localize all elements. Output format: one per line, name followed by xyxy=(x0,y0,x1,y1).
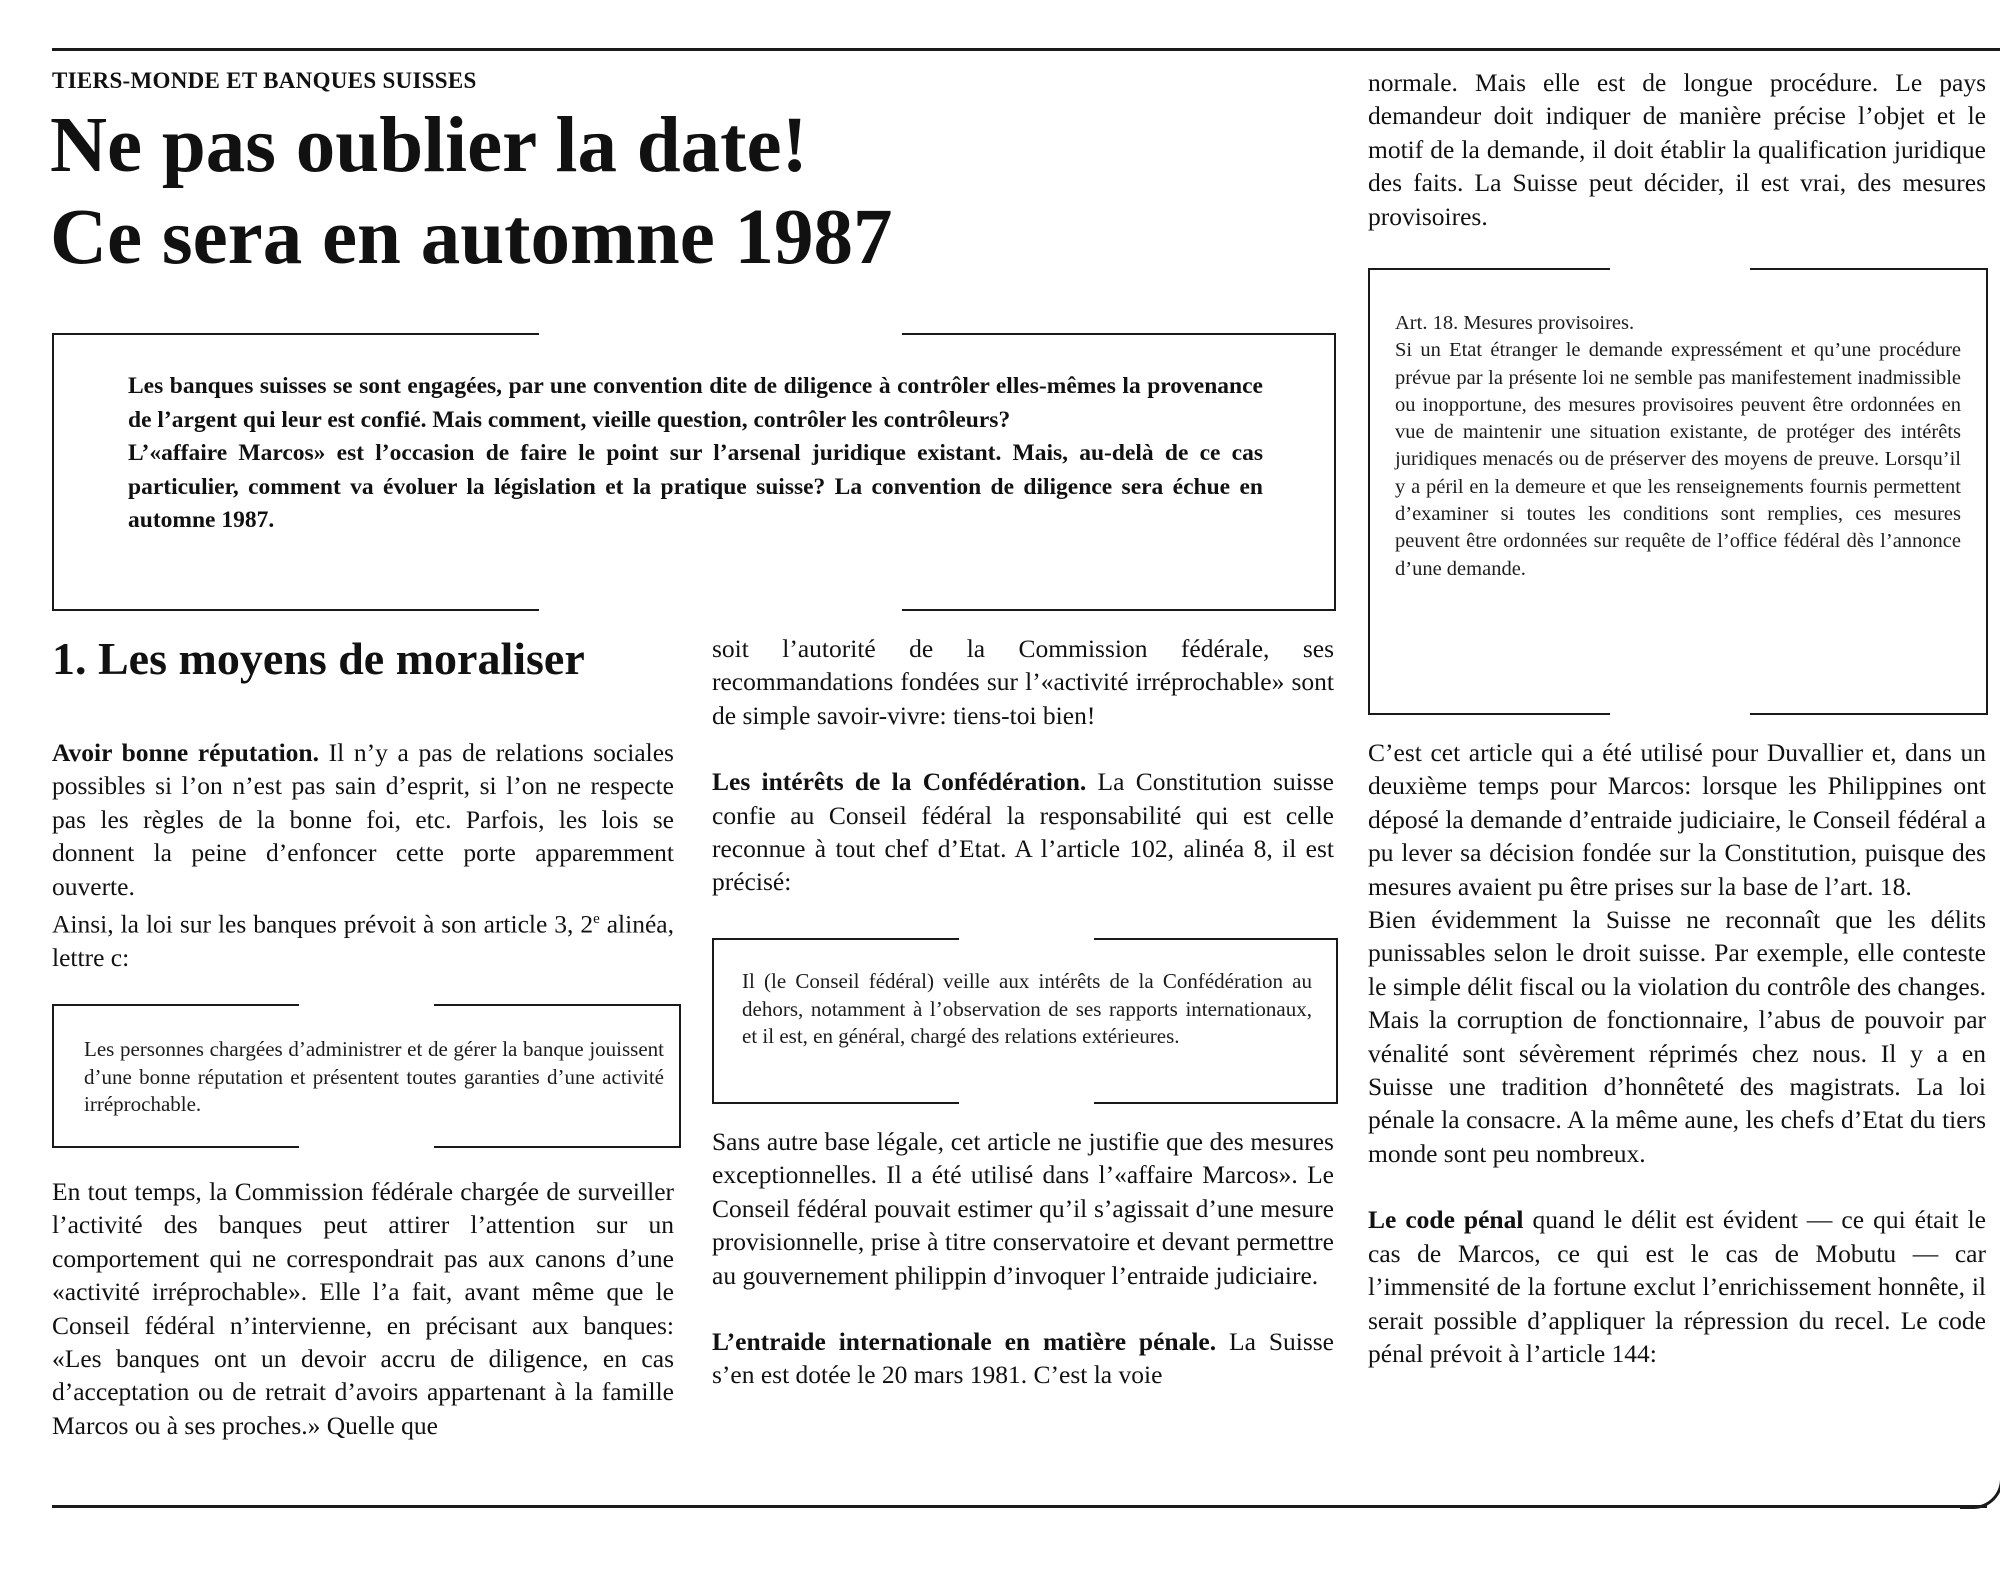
quote-article-18-title: Art. 18. Mesures provisoires. xyxy=(1395,312,1635,334)
col3-paragraph-3: Bien évidemment la Suisse ne reconnaît que les délits punissables selon le droit suisse. Par exemple, elle conteste le simple délit fiscal ou la violation du contrôle des changes. Mais la corruption de fonctionnaire, l’abus de pouvoir par vénalité sont sévèrement réprimés chez nous. Il y a en Suisse une tradition d’honnêteté des magistrats. La loi pénale la consacre. A la même aune, les chefs d’Etat du tiers monde sont peu nombreux. xyxy=(1368,905,1986,1168)
col3-lead: Le code pénal xyxy=(1368,1205,1524,1235)
column-3-bottom xyxy=(1368,736,1986,1370)
headline-line-1: Ne pas oublier la date! xyxy=(50,102,808,189)
col1-paragraph-1 xyxy=(52,736,674,903)
intro-text xyxy=(128,370,1263,538)
col1-lead: Avoir bonne réputation. xyxy=(52,738,319,767)
col2-lead-2: L’entraide internationale en matière pénale. xyxy=(712,1327,1217,1357)
quote-article-18-body: Si un Etat étranger le demande expressément et qu’une procédure prévue par la présente loi ne semble pas manifestement inadmissible ou inopportune, des mesures provisoires peuvent être ordonnées en vue de maintenir une situation existante, de protéger des intérêts juridiques menacés ou de préserver des moyens de preuve. Lorsqu’il y a péril en la demeure et que les renseignements fournis permettent d’examiner si toutes les conditions sont remplies, ces mesures peuvent être ordonnées sur requête de l’office fédéral dès l’annonce d’une demande. xyxy=(1395,339,1961,580)
col2-lead-1: Les intérêts de la Confédération. xyxy=(712,767,1087,797)
col3-paragraph-2: C’est cet article qui a été utilisé pour Duvallier et, dans un deuxième temps pour Marcos: lorsque les Philippines ont déposé la demande d’entraide judiciaire, le Conseil fédéral a pu lever sa décision fondée sur la Constitution, puisque des mesures avaient pu être prises sur la base de l’art. 18. xyxy=(1368,738,1986,901)
kicker: TIERS-MONDE ET BANQUES SUISSES xyxy=(52,68,477,93)
section-title: 1. Les moyens de moraliser xyxy=(52,633,585,684)
column-1-bottom xyxy=(52,1175,674,1442)
headline-line-2: Ce sera en automne 1987 xyxy=(50,194,893,281)
intro-paragraph-1: Les banques suisses se sont engagées, par une convention dite de diligence à contrôler elles-mêmes la provenance de l’argent qui leur est confié. Mais comment, vieille question, contrôler les contrôleurs? xyxy=(128,373,1263,433)
col2-paragraph-3: Sans autre base légale, cet article ne justifie que des mesures exceptionnelles. Il a été utilisé dans l’«affaire Marcos». Le Conseil fédéral pouvait estimer qu’il s’agissait d’une mesure provisionnelle, prise à titre conservatoire et devant permettre au gouvernement philippin d’invoquer l’entraide judiciaire. xyxy=(712,1127,1334,1290)
col1-paragraph-1-text: Il n’y a pas de relations sociales possibles si l’on n’est pas sain d’esprit, si l’on ne respecte pas les règles de la bonne foi, etc. Parfois, les lois se donnent la peine d’enfoncer cette porte apparemment ouverte. xyxy=(52,738,674,901)
quote-banking-law: Les personnes chargées d’administrer et de gérer la banque jouissent d’une bonne réputation et présentent toutes garanties d’une activité irréprochable. xyxy=(84,1037,664,1116)
column-2-bottom xyxy=(712,1125,1334,1392)
quote-box-article-18 xyxy=(1368,268,1988,715)
col3-paragraph-4 xyxy=(1368,1203,1986,1370)
col3-paragraph-4-text: quand le délit est évident — ce qui était le cas de Marcos, ce qui est le cas de Mobutu — car l’immensité de la fortune exclut l’enrichissement honnête, il serait possible d’appliquer la répression du recel. Le code pénal prévoit à l’article 144: xyxy=(1368,1205,1986,1368)
bottom-rule-curl xyxy=(1960,1478,2000,1509)
col2-paragraph-1: soit l’autorité de la Commission fédérale, ses recommandations fondées sur l’«activité irréprochable» sont de simple savoir-vivre: tiens-toi bien! xyxy=(712,634,1334,730)
headline xyxy=(50,100,893,284)
col2-paragraph-4 xyxy=(712,1325,1334,1392)
col2-paragraph-4-text: La Suisse s’en est dotée le 20 mars 1981. C’est la voie xyxy=(712,1327,1334,1390)
col1-paragraph-2 xyxy=(52,903,674,974)
col2-paragraph-2 xyxy=(712,765,1334,899)
quote-box-banking-law xyxy=(52,1004,681,1148)
col1-paragraph-2-b: alinéa, lettre c: xyxy=(52,909,674,972)
quote-constitution: Il (le Conseil fédéral) veille aux intérêts de la Confédération au dehors, notamment à l’observation de ses rapports internationaux, et il est, en général, chargé des relations extérieures. xyxy=(742,969,1312,1048)
col3-paragraph-1: normale. Mais elle est de longue procédure. Le pays demandeur doit indiquer de manière précise l’objet et le motif de la demande, il doit établir la qualification juridique des faits. La Suisse peut décider, il est vrai, des mesures provisoires. xyxy=(1368,68,1986,231)
col1-superscript: e xyxy=(593,911,600,928)
quote-box-constitution xyxy=(712,938,1338,1104)
bottom-rule xyxy=(52,1505,1987,1508)
intro-box xyxy=(52,333,1336,611)
top-rule xyxy=(52,48,2000,51)
intro-paragraph-2: L’«affaire Marcos» est l’occasion de faire le point sur l’arsenal juridique existant. Mais, au-delà de ce cas particulier, comment va évoluer la législation et la pratique suisse? La convention de diligence sera échue en automne 1987. xyxy=(128,440,1263,533)
quote-article-18 xyxy=(1395,310,1961,583)
col1-paragraph-2-a: Ainsi, la loi sur les banques prévoit à son article 3, 2 xyxy=(52,909,594,939)
column-2-top xyxy=(712,632,1334,899)
col2-paragraph-2-text: La Constitution suisse confie au Conseil fédéral la responsabilité qui est celle reconnue à tout chef d’Etat. A l’article 102, alinéa 8, il est précisé: xyxy=(712,767,1334,897)
col1-paragraph-3: En tout temps, la Commission fédérale chargée de surveiller l’activité des banques peut attirer l’attention sur un comportement qui ne correspondrait pas aux canons d’une «activité irréprochable». Elle l’a fait, avant même que le Conseil fédéral n’intervienne, en précisant aux banques: «Les banques ont un devoir accru de diligence, en cas d’acceptation ou de retrait d’avoirs appartenant à la famille Marcos ou à ses proches.» Quelle que xyxy=(52,1177,674,1440)
column-1-top xyxy=(52,736,674,974)
column-3-top xyxy=(1368,66,1986,233)
